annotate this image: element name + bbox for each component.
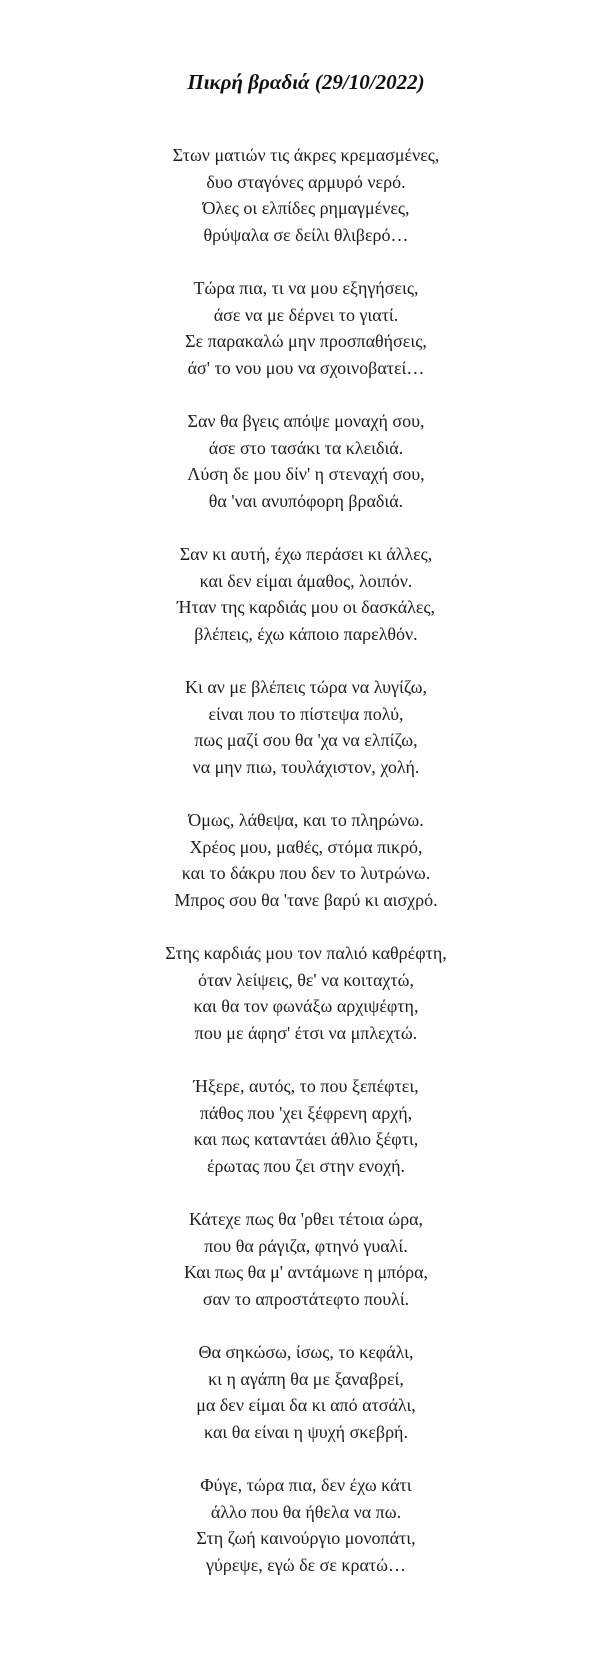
stanza bbox=[0, 807, 612, 913]
poem-line: που θα ράγιζα, φτηνό γυαλί. bbox=[204, 1235, 408, 1256]
poem-line: και δεν είμαι άμαθος, λοιπόν. bbox=[199, 570, 413, 591]
poem-line: πως μαζί σου θα 'χα να ελπίζω, bbox=[194, 730, 418, 750]
poem-line: άλλο που θα ήθελα να πω. bbox=[210, 1501, 402, 1522]
poem-line: είναι που το πίστεψα πολύ, bbox=[208, 703, 404, 724]
poem-line: Όμως, λάθεψα, και το πληρώνω. bbox=[188, 810, 424, 830]
poem-line: άσ' το νου μου να σχοινοβατεί… bbox=[187, 357, 425, 378]
poem-line: Και πως θα μ' αντάμωνε η μπόρα, bbox=[183, 1262, 429, 1282]
poem-line: και θα είναι η ψυχή σκεβρή. bbox=[204, 1421, 408, 1442]
stanza bbox=[0, 275, 612, 381]
poem-line: Στη ζωή καινούργιο μονοπάτι, bbox=[196, 1528, 416, 1548]
stanza bbox=[0, 1206, 612, 1312]
poem-line: Στων ματιών τις άκρες κρεμασμένες, bbox=[172, 145, 440, 165]
poem-line: Μπρος σου θα 'τανε βαρύ κι αισχρό. bbox=[174, 889, 438, 910]
poem-line: να μην πιω, τουλάχιστον, χολή. bbox=[192, 756, 420, 777]
poem-line: θρύψαλα σε δείλι θλιβερό… bbox=[203, 224, 409, 245]
poem-line: Όλες οι ελπίδες ρημαγμένες, bbox=[202, 198, 410, 218]
poem-line: Στης καρδιάς μου τον παλιό καθρέφτη, bbox=[165, 943, 447, 963]
poem-line: άσε να με δέρνει το γιατί. bbox=[213, 304, 399, 325]
poem-line: και θα τον φωνάξω αρχιψέφτη, bbox=[193, 996, 419, 1016]
poem-title: Πικρή βραδιά (29/10/2022) bbox=[187, 70, 425, 94]
stanza bbox=[0, 674, 612, 780]
poem-body bbox=[0, 142, 612, 1605]
poem-line: σαν το απροστάτεφτο πουλί. bbox=[202, 1288, 410, 1309]
stanza bbox=[0, 408, 612, 514]
poem-line: Λύση δε μου δίν' η στεναχή σου, bbox=[187, 464, 425, 484]
poem-line: Χρέος μου, μαθές, στόμα πικρό, bbox=[189, 836, 423, 857]
poem-line: γύρεψε, εγώ δε σε κρατώ… bbox=[206, 1554, 406, 1575]
poem-line: και το δάκρυ που δεν το λυτρώνω. bbox=[181, 863, 431, 883]
stanza bbox=[0, 1073, 612, 1179]
poem-line: Ήξερε, αυτός, το που ξεπέφτει, bbox=[193, 1076, 419, 1096]
poem-line: πάθος που 'χει ξέφρενη αρχή, bbox=[199, 1102, 413, 1123]
poem-line: Θα σηκώσω, ίσως, το κεφάλι, bbox=[198, 1342, 414, 1362]
poem-line: που με άφησ' έτσι να μπλεχτώ. bbox=[194, 1022, 418, 1043]
poem-line: Ήταν της καρδιάς μου οι δασκάλες, bbox=[176, 597, 436, 617]
poem-line: Τώρα πια, τι να μου εξηγήσεις, bbox=[193, 278, 419, 298]
poem-line: Σαν θα βγεις απόψε μοναχή σου, bbox=[187, 411, 425, 431]
poem-line: Σε παρακαλώ μην προσπαθήσεις, bbox=[185, 331, 427, 351]
poem-line: βλέπεις, έχω κάποιο παρελθόν. bbox=[194, 623, 418, 644]
stanza bbox=[0, 541, 612, 647]
poem-line: όταν λείψεις, θε' να κοιταχτώ, bbox=[198, 969, 414, 990]
poem-line: άσε στο τασάκι τα κλειδιά. bbox=[208, 437, 404, 458]
poem-line: Φύγε, τώρα πια, δεν έχω κάτι bbox=[200, 1475, 412, 1495]
stanza bbox=[0, 142, 612, 248]
poem-line: Κάτεχε πως θα 'ρθει τέτοια ώρα, bbox=[188, 1209, 424, 1229]
poem-line: μα δεν είμαι δα κι από ατσάλι, bbox=[196, 1395, 416, 1415]
poem-line: Κι αν με βλέπεις τώρα να λυγίζω, bbox=[184, 677, 427, 697]
poem-line: και πως καταντάει άθλιο ξέφτι, bbox=[193, 1129, 419, 1149]
poem-line: Σαν κι αυτή, έχω περάσει κι άλλες, bbox=[179, 544, 433, 564]
poem-line: θα 'ναι ανυπόφορη βραδιά. bbox=[208, 490, 404, 511]
stanza bbox=[0, 1339, 612, 1445]
stanza bbox=[0, 940, 612, 1046]
poem-line: κι η αγάπη θα με ξαναβρεί, bbox=[208, 1368, 404, 1389]
stanza bbox=[0, 1472, 612, 1578]
poem-line: έρωτας που ζει στην ενοχή. bbox=[206, 1155, 406, 1176]
poem-line: δυο σταγόνες αρμυρό νερό. bbox=[206, 171, 406, 192]
